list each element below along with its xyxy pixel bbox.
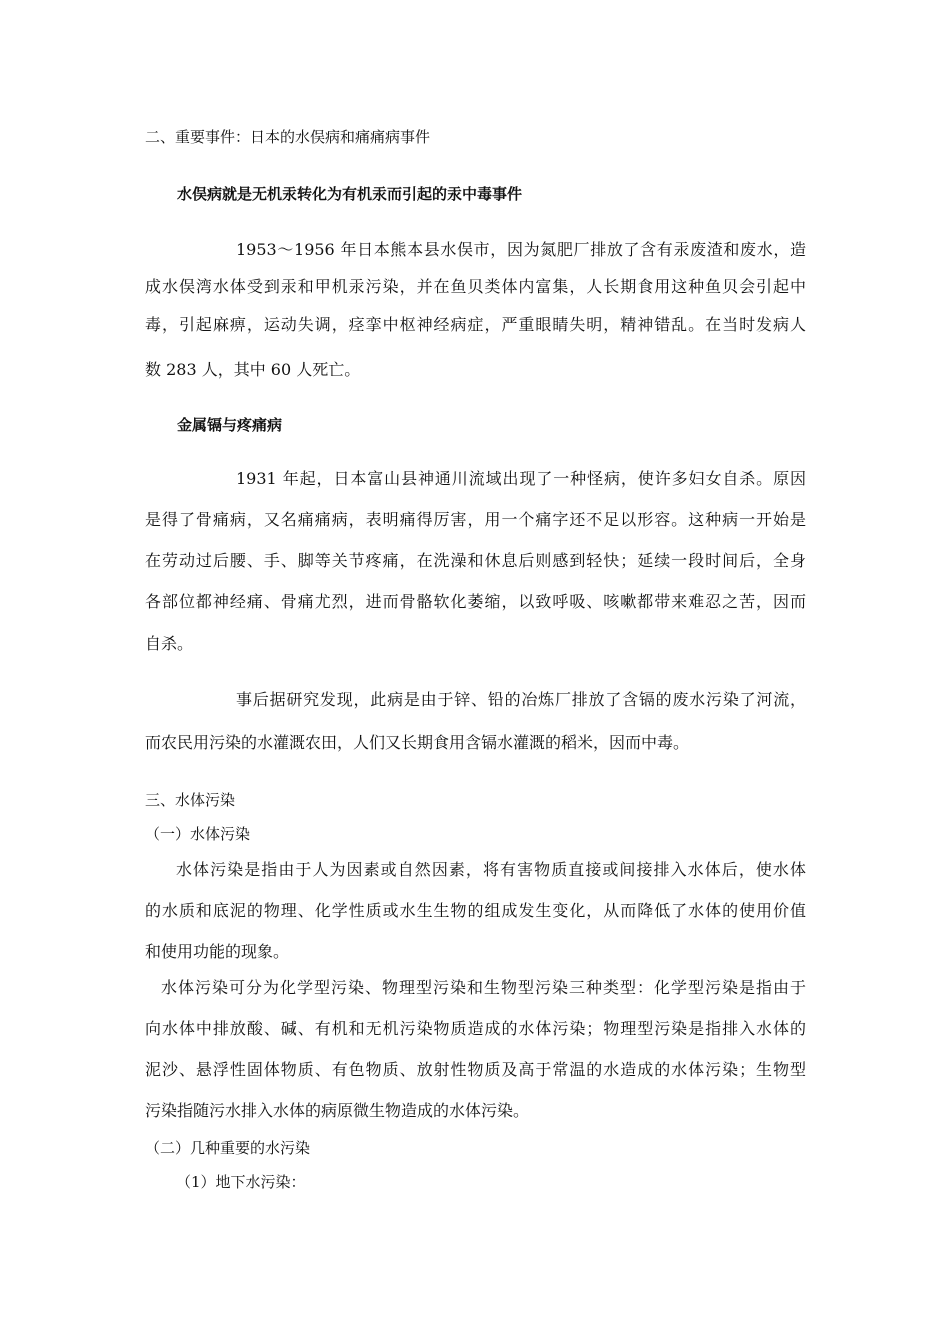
paragraph-line: 的水质和底泥的物理、化学性质或水生生物的组成发生变化，从而降低了水体的使用价值	[145, 901, 806, 920]
list-item: （1）地下水污染：	[176, 1173, 306, 1191]
paragraph-line: 成水俣湾水体受到汞和甲机汞污染，并在鱼贝类体内富集，人长期食用这种鱼贝会引起中	[145, 277, 806, 296]
subsection-heading: （一）水体污染	[145, 825, 251, 843]
paragraph-line: 和使用功能的现象。	[145, 942, 290, 961]
paragraph-line: 1931 年起，日本富山县神通川流域出现了一种怪病，使许多妇女自杀。原因	[236, 469, 806, 488]
paragraph-line: 毒，引起麻痹，运动失调，痉挛中枢神经病症，严重眼睛失明，精神错乱。在当时发病人	[145, 315, 806, 334]
paragraph-line: 泥沙、悬浮性固体物质、有色物质、放射性物质及高于常温的水造成的水体污染；生物型	[145, 1060, 806, 1079]
subsection-title: 水俣病就是无机汞转化为有机汞而引起的汞中毒事件	[177, 185, 523, 203]
section-heading: 三、水体污染	[145, 791, 236, 809]
subsection-heading: （二）几种重要的水污染	[145, 1139, 311, 1157]
paragraph-line: 自杀。	[145, 634, 194, 653]
paragraph-line: 向水体中排放酸、碱、有机和无机污染物质造成的水体污染；物理型污染是指排入水体的	[145, 1019, 806, 1038]
paragraph-line: 而农民用污染的水灌溉农田，人们又长期食用含镉水灌溉的稻米，因而中毒。	[145, 733, 690, 752]
paragraph-line: 各部位都神经痛、骨痛尤烈，进而骨骼软化萎缩，以致呼吸、咳嗽都带来难忍之苦，因而	[145, 592, 806, 611]
paragraph-line: 水体污染可分为化学型污染、物理型污染和生物型污染三种类型：化学型污染是指由于	[161, 978, 806, 997]
paragraph-line: 是得了骨痛病，又名痛痛病，表明痛得厉害，用一个痛字还不足以形容。这种病一开始是	[145, 510, 806, 529]
paragraph-line: 事后据研究发现，此病是由于锌、铅的冶炼厂排放了含镉的废水污染了河流，	[236, 690, 806, 709]
subsection-title: 金属镉与疼痛病	[177, 416, 283, 434]
paragraph-line: 污染指随污水排入水体的病原微生物造成的水体污染。	[145, 1101, 530, 1120]
paragraph-line: 1953～1956 年日本熊本县水俣市，因为氮肥厂排放了含有汞废渣和废水，造	[236, 240, 806, 259]
paragraph-line: 水体污染是指由于人为因素或自然因素，将有害物质直接或间接排入水体后，使水体	[176, 860, 806, 879]
paragraph-line: 数 283 人，其中 60 人死亡。	[145, 360, 361, 379]
section-heading: 二、重要事件：日本的水俣病和痛痛病事件	[145, 128, 431, 146]
paragraph-line: 在劳动过后腰、手、脚等关节疼痛，在洗澡和休息后则感到轻快；延续一段时间后，全身	[145, 551, 806, 570]
